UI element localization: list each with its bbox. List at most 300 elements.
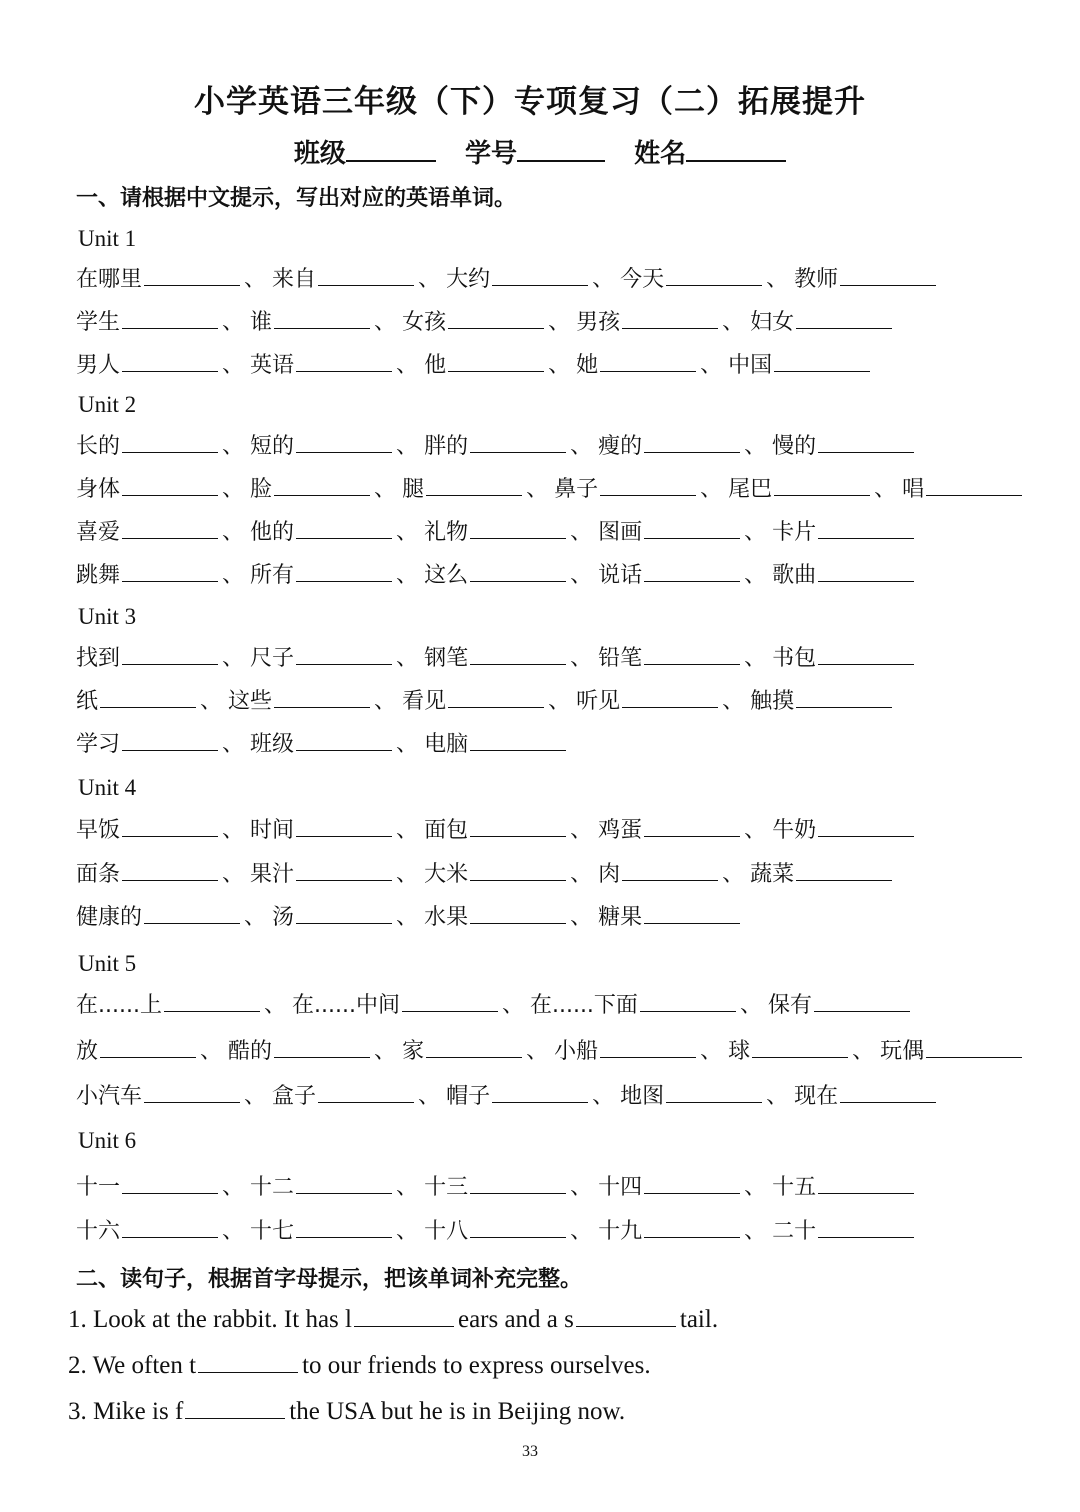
separator: 、 xyxy=(222,818,245,843)
vocab-item xyxy=(424,727,566,758)
vocab-item xyxy=(250,472,370,503)
answer-blank[interactable] xyxy=(296,879,392,881)
vocab-item xyxy=(272,262,414,293)
answer-blank[interactable] xyxy=(296,663,392,665)
answer-blank[interactable] xyxy=(198,1371,298,1373)
answer-blank[interactable] xyxy=(122,879,218,881)
answer-blank[interactable] xyxy=(644,580,740,582)
vocab-hint: 牛奶 xyxy=(772,818,817,843)
vocab-hint: 这么 xyxy=(424,563,469,588)
answer-blank[interactable] xyxy=(600,370,696,372)
answer-blank[interactable] xyxy=(122,451,218,453)
sentence-2 xyxy=(68,1352,651,1380)
answer-blank[interactable] xyxy=(122,370,218,372)
separator: 、 xyxy=(548,689,571,714)
vocab-item xyxy=(728,1034,848,1065)
page-number: 33 xyxy=(522,1443,538,1460)
sentence-text: to our friends to express ourselves. xyxy=(302,1352,651,1379)
vocab-hint: 英语 xyxy=(250,353,295,378)
answer-blank[interactable] xyxy=(470,922,566,924)
answer-blank[interactable] xyxy=(470,879,566,881)
class-label: 班级 xyxy=(293,139,346,169)
vocab-hint: 十二 xyxy=(250,1175,295,1200)
answer-blank[interactable] xyxy=(818,1192,914,1194)
vocab-item xyxy=(272,1079,414,1110)
vocab-item xyxy=(794,1079,936,1110)
unit-label: Unit 5 xyxy=(78,951,137,976)
vocab-item xyxy=(76,813,218,844)
answer-blank[interactable] xyxy=(448,327,544,329)
answer-blank[interactable] xyxy=(774,494,870,496)
vocab-item xyxy=(76,684,196,715)
answer-blank[interactable] xyxy=(470,835,566,837)
vocab-row xyxy=(76,988,910,1019)
vocab-item xyxy=(76,515,218,546)
answer-blank[interactable] xyxy=(274,327,370,329)
answer-blank[interactable] xyxy=(296,370,392,372)
vocab-hint: 在哪里 xyxy=(76,267,143,292)
answer-blank[interactable] xyxy=(818,451,914,453)
vocab-hint: 地图 xyxy=(620,1084,665,1109)
answer-blank[interactable] xyxy=(644,663,740,665)
answer-blank[interactable] xyxy=(144,284,240,286)
answer-blank[interactable] xyxy=(274,1056,370,1058)
answer-blank[interactable] xyxy=(164,1010,260,1012)
vocab-hint: 小汽车 xyxy=(76,1084,143,1109)
sentence-text: We often t xyxy=(92,1352,197,1379)
answer-blank[interactable] xyxy=(818,580,914,582)
vocab-hint: 长的 xyxy=(76,434,121,459)
vocab-item xyxy=(76,429,218,460)
sentence-number: 1. xyxy=(68,1306,87,1333)
vocab-hint: 跳舞 xyxy=(76,563,121,588)
vocab-item xyxy=(598,857,718,888)
answer-blank[interactable] xyxy=(402,1010,498,1012)
vocab-hint: 书包 xyxy=(772,646,817,671)
separator: 、 xyxy=(874,477,897,502)
separator: 、 xyxy=(396,646,419,671)
separator: 、 xyxy=(722,310,745,335)
vocab-item xyxy=(598,813,740,844)
separator: 、 xyxy=(744,646,767,671)
vocab-item xyxy=(292,988,498,1019)
answer-blank[interactable] xyxy=(576,1325,676,1327)
vocab-row xyxy=(76,900,740,931)
answer-blank[interactable] xyxy=(122,580,218,582)
class-blank[interactable] xyxy=(346,159,436,162)
separator: 、 xyxy=(592,1084,615,1109)
answer-blank[interactable] xyxy=(354,1325,454,1327)
answer-blank[interactable] xyxy=(296,1192,392,1194)
answer-blank[interactable] xyxy=(926,494,1022,496)
vocab-row xyxy=(76,515,914,546)
unit-label: Unit 3 xyxy=(78,604,137,629)
vocab-hint: 汤 xyxy=(272,905,295,930)
answer-blank[interactable] xyxy=(144,1101,240,1103)
answer-blank[interactable] xyxy=(144,922,240,924)
separator: 、 xyxy=(744,1219,767,1244)
vocab-row xyxy=(76,1079,936,1110)
vocab-hint: 图画 xyxy=(598,520,643,545)
answer-blank[interactable] xyxy=(426,494,522,496)
vocab-item xyxy=(620,1079,762,1110)
sentence-number: 3. xyxy=(68,1398,87,1425)
vocab-hint: 他 xyxy=(424,353,447,378)
separator: 、 xyxy=(396,520,419,545)
separator: 、 xyxy=(222,353,245,378)
vocab-item xyxy=(902,472,1022,503)
student-info-line xyxy=(0,133,1080,170)
separator: 、 xyxy=(396,1175,419,1200)
vocab-row xyxy=(76,641,914,672)
vocab-item xyxy=(76,262,240,293)
vocab-item xyxy=(554,472,696,503)
separator: 、 xyxy=(744,1175,767,1200)
unit-label: Unit 2 xyxy=(78,392,137,417)
vocab-hint: 在......上 xyxy=(76,993,162,1018)
section1-heading: 一、请根据中文提示，写出对应的英语单词。 xyxy=(76,186,517,211)
answer-blank[interactable] xyxy=(470,1236,566,1238)
sentence-number: 2. xyxy=(68,1352,87,1379)
separator: 、 xyxy=(501,993,524,1018)
separator: 、 xyxy=(852,1039,875,1064)
vocab-item xyxy=(424,1170,566,1201)
separator: 、 xyxy=(396,434,419,459)
vocab-hint: 脸 xyxy=(250,477,273,502)
vocab-item xyxy=(424,813,566,844)
vocab-item xyxy=(794,262,936,293)
vocab-item xyxy=(424,558,566,589)
separator: 、 xyxy=(200,1039,223,1064)
answer-blank[interactable] xyxy=(185,1417,285,1419)
separator: 、 xyxy=(570,434,593,459)
sentence-text: tail. xyxy=(679,1306,719,1333)
answer-blank[interactable] xyxy=(818,835,914,837)
vocab-hint: 保有 xyxy=(767,993,812,1018)
answer-blank[interactable] xyxy=(840,1101,936,1103)
answer-blank[interactable] xyxy=(600,494,696,496)
vocab-hint: 唱 xyxy=(902,477,925,502)
separator: 、 xyxy=(766,267,789,292)
separator: 、 xyxy=(396,818,419,843)
separator: 、 xyxy=(570,563,593,588)
answer-blank[interactable] xyxy=(296,922,392,924)
answer-blank[interactable] xyxy=(666,1101,762,1103)
vocab-hint: 触摸 xyxy=(750,689,795,714)
answer-blank[interactable] xyxy=(470,749,566,751)
vocab-hint: 二十 xyxy=(772,1219,817,1244)
separator: 、 xyxy=(396,905,419,930)
vocab-hint: 女孩 xyxy=(402,310,447,335)
vocab-hint: 这些 xyxy=(228,689,273,714)
answer-blank[interactable] xyxy=(100,706,196,708)
vocab-hint: 球 xyxy=(728,1039,751,1064)
vocab-item xyxy=(424,857,566,888)
answer-blank[interactable] xyxy=(318,284,414,286)
class-field[interactable] xyxy=(294,133,436,170)
vocab-hint: 十九 xyxy=(598,1219,643,1244)
answer-blank[interactable] xyxy=(818,537,914,539)
separator: 、 xyxy=(744,818,767,843)
answer-blank[interactable] xyxy=(622,327,718,329)
answer-blank[interactable] xyxy=(622,706,718,708)
separator: 、 xyxy=(396,563,419,588)
separator: 、 xyxy=(700,477,723,502)
vocab-item xyxy=(250,305,370,336)
answer-blank[interactable] xyxy=(426,1056,522,1058)
vocab-hint: 早饭 xyxy=(76,818,121,843)
answer-blank[interactable] xyxy=(796,879,892,881)
answer-blank[interactable] xyxy=(448,706,544,708)
separator: 、 xyxy=(374,477,397,502)
separator: 、 xyxy=(570,520,593,545)
separator: 、 xyxy=(700,1039,723,1064)
vocab-hint: 面条 xyxy=(76,862,121,887)
vocab-hint: 谁 xyxy=(250,310,273,335)
answer-blank[interactable] xyxy=(296,451,392,453)
separator: 、 xyxy=(222,1219,245,1244)
vocab-row xyxy=(76,684,892,715)
answer-blank[interactable] xyxy=(640,1010,736,1012)
separator: 、 xyxy=(396,862,419,887)
name-label: 姓名 xyxy=(634,139,687,169)
answer-blank[interactable] xyxy=(600,1056,696,1058)
answer-blank[interactable] xyxy=(644,922,740,924)
vocab-hint: 十一 xyxy=(76,1175,121,1200)
vocab-item xyxy=(772,558,914,589)
vocab-item xyxy=(250,348,392,379)
vocab-item xyxy=(446,262,588,293)
answer-blank[interactable] xyxy=(122,1192,218,1194)
answer-blank[interactable] xyxy=(274,494,370,496)
separator: 、 xyxy=(570,905,593,930)
vocab-hint: 歌曲 xyxy=(772,563,817,588)
vocab-item xyxy=(424,515,566,546)
answer-blank[interactable] xyxy=(470,1192,566,1194)
vocab-row xyxy=(76,1214,914,1245)
answer-blank[interactable] xyxy=(492,1101,588,1103)
vocab-hint: 十八 xyxy=(424,1219,469,1244)
vocab-item xyxy=(598,641,740,672)
answer-blank[interactable] xyxy=(296,749,392,751)
vocab-item xyxy=(424,641,566,672)
vocab-item xyxy=(576,348,696,379)
vocab-hint: 电脑 xyxy=(424,732,469,757)
vocab-item xyxy=(598,1170,740,1201)
vocab-item xyxy=(76,305,218,336)
vocab-hint: 今天 xyxy=(620,267,665,292)
separator: 、 xyxy=(744,434,767,459)
separator: 、 xyxy=(396,1219,419,1244)
separator: 、 xyxy=(570,1175,593,1200)
vocab-hint: 短的 xyxy=(250,434,295,459)
answer-blank[interactable] xyxy=(666,284,762,286)
vocab-hint: 时间 xyxy=(250,818,295,843)
vocab-hint: 听见 xyxy=(576,689,621,714)
vocab-hint: 大米 xyxy=(424,862,469,887)
separator: 、 xyxy=(222,732,245,757)
vocab-item xyxy=(772,1214,914,1245)
vocab-hint: 找到 xyxy=(76,646,121,671)
separator: 、 xyxy=(374,1039,397,1064)
answer-blank[interactable] xyxy=(644,1236,740,1238)
vocab-hint: 家 xyxy=(402,1039,425,1064)
vocab-hint: 卡片 xyxy=(772,520,817,545)
vocab-item xyxy=(446,1079,588,1110)
vocab-hint: 现在 xyxy=(794,1084,839,1109)
answer-blank[interactable] xyxy=(274,706,370,708)
separator: 、 xyxy=(570,1219,593,1244)
vocab-item xyxy=(598,429,740,460)
answer-blank[interactable] xyxy=(818,1236,914,1238)
answer-blank[interactable] xyxy=(470,537,566,539)
separator: 、 xyxy=(766,1084,789,1109)
answer-blank[interactable] xyxy=(492,284,588,286)
answer-blank[interactable] xyxy=(296,835,392,837)
vocab-item xyxy=(228,684,370,715)
separator: 、 xyxy=(570,646,593,671)
vocab-hint: 所有 xyxy=(250,563,295,588)
answer-blank[interactable] xyxy=(296,537,392,539)
vocab-item xyxy=(250,1170,392,1201)
answer-blank[interactable] xyxy=(122,327,218,329)
vocab-hint: 中国 xyxy=(728,353,773,378)
answer-blank[interactable] xyxy=(122,663,218,665)
sentence-1 xyxy=(68,1306,718,1334)
vocab-hint: 鼻子 xyxy=(554,477,599,502)
answer-blank[interactable] xyxy=(296,580,392,582)
answer-blank[interactable] xyxy=(644,451,740,453)
vocab-row xyxy=(76,429,914,460)
separator: 、 xyxy=(222,434,245,459)
answer-blank[interactable] xyxy=(818,663,914,665)
vocab-item xyxy=(250,558,392,589)
answer-blank[interactable] xyxy=(100,1056,196,1058)
page-title: 小学英语三年级（下）专项复习（二）拓展提升 xyxy=(194,84,866,120)
vocab-item xyxy=(402,1034,522,1065)
number-blank[interactable] xyxy=(517,159,605,162)
vocab-item xyxy=(402,305,544,336)
vocab-item xyxy=(576,305,718,336)
vocab-hint: 妇女 xyxy=(750,310,795,335)
vocab-hint: 身体 xyxy=(76,477,121,502)
answer-blank[interactable] xyxy=(814,1010,910,1012)
vocab-item xyxy=(598,1214,740,1245)
answer-blank[interactable] xyxy=(122,749,218,751)
number-field[interactable] xyxy=(465,133,605,170)
answer-blank[interactable] xyxy=(774,370,870,372)
vocab-item xyxy=(250,857,392,888)
vocab-hint: 玩偶 xyxy=(880,1039,925,1064)
vocab-item xyxy=(250,813,392,844)
vocab-item xyxy=(598,515,740,546)
answer-blank[interactable] xyxy=(926,1056,1022,1058)
vocab-row xyxy=(76,727,566,758)
answer-blank[interactable] xyxy=(122,537,218,539)
name-blank[interactable] xyxy=(686,159,786,162)
answer-blank[interactable] xyxy=(122,835,218,837)
vocab-hint: 看见 xyxy=(402,689,447,714)
sentence-text: the USA but he is in Beijing now. xyxy=(289,1398,626,1425)
vocab-item xyxy=(250,515,392,546)
vocab-hint: 健康的 xyxy=(76,905,143,930)
vocab-row xyxy=(76,348,870,379)
vocab-hint: 蔬菜 xyxy=(750,862,795,887)
vocab-item xyxy=(772,1170,914,1201)
vocab-hint: 小船 xyxy=(554,1039,599,1064)
name-field[interactable] xyxy=(634,133,786,170)
separator: 、 xyxy=(263,993,286,1018)
vocab-item xyxy=(76,558,218,589)
vocab-hint: 瘦的 xyxy=(598,434,643,459)
vocab-hint: 鸡蛋 xyxy=(598,818,643,843)
answer-blank[interactable] xyxy=(644,1192,740,1194)
vocab-hint: 十五 xyxy=(772,1175,817,1200)
vocab-item xyxy=(76,472,218,503)
answer-blank[interactable] xyxy=(840,284,936,286)
vocab-row xyxy=(76,1034,1022,1065)
number-label: 学号 xyxy=(464,139,517,169)
answer-blank[interactable] xyxy=(448,370,544,372)
vocab-hint: 男孩 xyxy=(576,310,621,335)
vocab-row xyxy=(76,1170,914,1201)
vocab-hint: 十六 xyxy=(76,1219,121,1244)
answer-blank[interactable] xyxy=(296,1236,392,1238)
separator: 、 xyxy=(244,1084,267,1109)
separator: 、 xyxy=(222,520,245,545)
sentence-text: Mike is f xyxy=(93,1398,184,1425)
vocab-hint: 面包 xyxy=(424,818,469,843)
answer-blank[interactable] xyxy=(644,537,740,539)
answer-blank[interactable] xyxy=(318,1101,414,1103)
sentence-text: ears and a s xyxy=(457,1306,574,1333)
vocab-hint: 礼物 xyxy=(424,520,469,545)
separator: 、 xyxy=(722,862,745,887)
separator: 、 xyxy=(222,646,245,671)
vocab-item xyxy=(76,641,218,672)
vocab-hint: 腿 xyxy=(402,477,425,502)
unit-label: Unit 6 xyxy=(78,1128,137,1153)
vocab-item xyxy=(772,813,914,844)
vocab-item xyxy=(768,988,910,1019)
vocab-row xyxy=(76,857,892,888)
vocab-item xyxy=(554,1034,696,1065)
separator: 、 xyxy=(222,1175,245,1200)
vocab-item xyxy=(228,1034,370,1065)
vocab-hint: 铅笔 xyxy=(598,646,643,671)
separator: 、 xyxy=(244,905,267,930)
separator: 、 xyxy=(592,267,615,292)
answer-blank[interactable] xyxy=(470,580,566,582)
vocab-item xyxy=(76,900,240,931)
answer-blank[interactable] xyxy=(752,1056,848,1058)
vocab-item xyxy=(402,472,522,503)
answer-blank[interactable] xyxy=(644,835,740,837)
answer-blank[interactable] xyxy=(122,494,218,496)
vocab-hint: 十四 xyxy=(598,1175,643,1200)
vocab-hint: 十三 xyxy=(424,1175,469,1200)
answer-blank[interactable] xyxy=(470,663,566,665)
vocab-item xyxy=(76,988,260,1019)
answer-blank[interactable] xyxy=(470,451,566,453)
answer-blank[interactable] xyxy=(622,879,718,881)
answer-blank[interactable] xyxy=(122,1236,218,1238)
answer-blank[interactable] xyxy=(796,706,892,708)
answer-blank[interactable] xyxy=(796,327,892,329)
vocab-hint: 帽子 xyxy=(446,1084,491,1109)
vocab-row xyxy=(76,262,936,293)
separator: 、 xyxy=(570,862,593,887)
